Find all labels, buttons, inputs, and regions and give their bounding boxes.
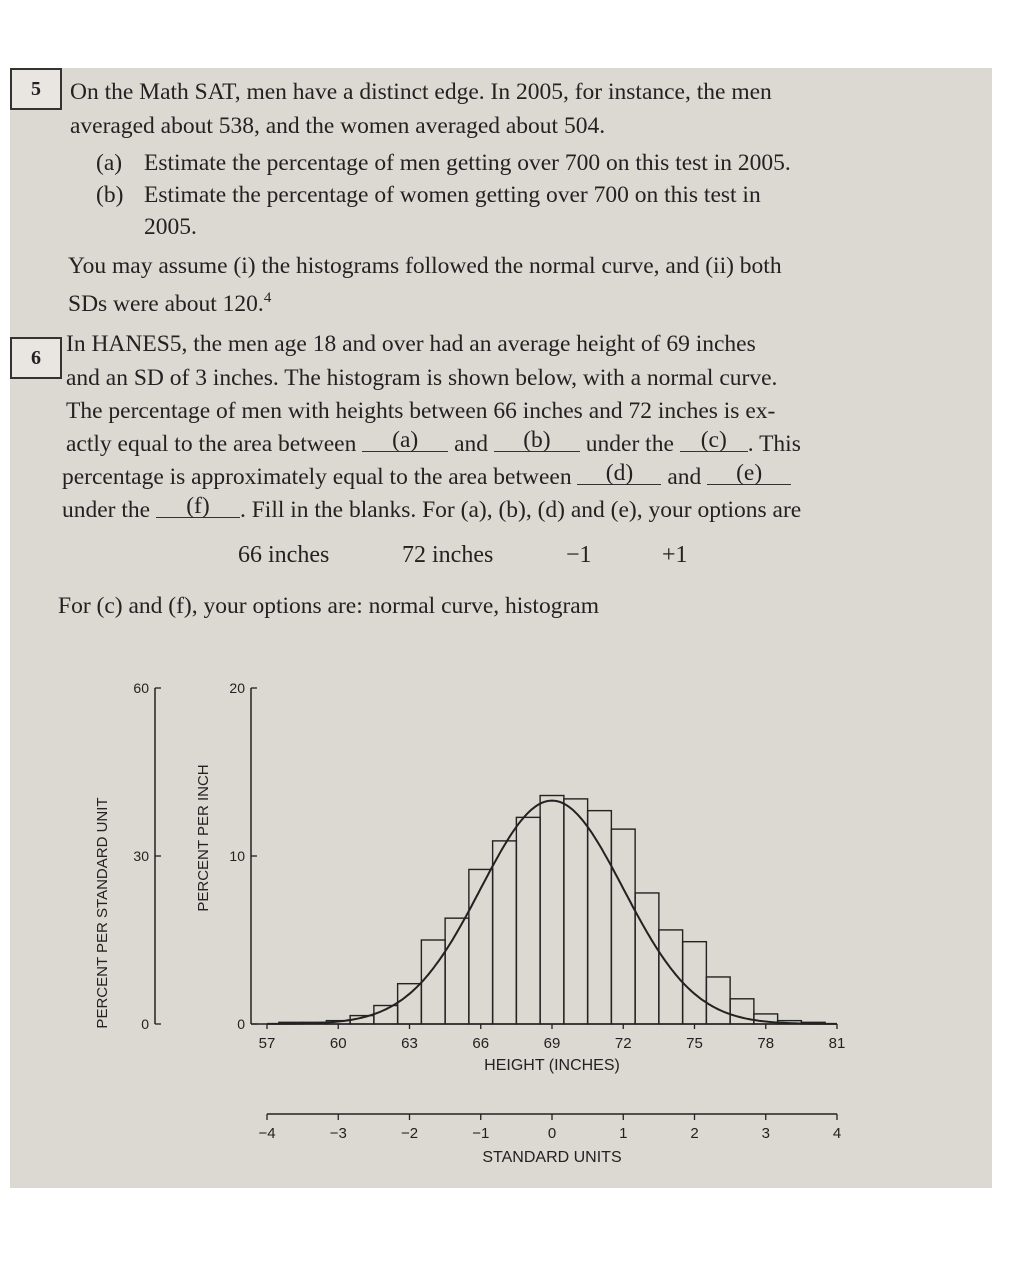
y-tick-label-su: 0	[141, 1016, 149, 1032]
option-minus-1: −1	[566, 542, 592, 568]
p6-line5	[62, 461, 791, 494]
su-tick-label: −3	[329, 1125, 347, 1142]
problem-number-6: 6	[10, 337, 62, 379]
histogram-bar	[611, 829, 635, 1024]
su-tick-label: −1	[472, 1125, 490, 1142]
histogram-bar	[683, 942, 707, 1024]
p6-l6-b: . Fill in the blanks. For (a), (b), (d) and (e), your options are	[239, 497, 802, 523]
su-tick-label: −2	[400, 1125, 419, 1142]
histogram-bar	[493, 841, 517, 1024]
su-tick-label: 2	[690, 1125, 699, 1142]
su-axis-label: STANDARD UNITS	[482, 1149, 622, 1166]
histogram-bar	[564, 799, 588, 1024]
su-tick-label: −4	[258, 1125, 276, 1142]
x-tick-label: 81	[828, 1035, 846, 1052]
blank-d[interactable]: (d)	[577, 462, 661, 485]
p6-l4-a: actly equal to the area between	[66, 431, 357, 457]
histogram-bar	[635, 893, 659, 1024]
su-tick-label: 4	[832, 1125, 842, 1142]
y-tick-label-inch: 10	[229, 848, 245, 864]
p6-l4-b: and	[454, 431, 489, 457]
option-plus-1: +1	[662, 542, 688, 568]
option-72: 72 inches	[402, 542, 494, 568]
problem-number-5: 5	[10, 68, 62, 110]
p5-part-b-text-2: 2005.	[144, 214, 197, 240]
y-tick-label-su: 30	[133, 848, 149, 864]
p5-assume-2-text: SDs were about 120.	[68, 290, 264, 317]
cf-options: For (c) and (f), your options are: normal curve, histogram	[58, 593, 599, 619]
y-axis-label-su: PERCENT PER STANDARD UNIT	[94, 797, 111, 1029]
p6-l5-b: and	[667, 464, 702, 490]
p6-l5-a: percentage is approximately equal to the area between	[62, 464, 572, 490]
p6-l6-a: under the	[62, 497, 151, 523]
normal-curve	[267, 801, 837, 1024]
histogram-bar	[421, 940, 445, 1024]
p5-line2: averaged about 538, and the women averaged about 504.	[70, 113, 606, 139]
x-axis-label: HEIGHT (INCHES)	[484, 1057, 620, 1074]
su-tick-label: 1	[619, 1125, 628, 1142]
su-tick-label: 3	[761, 1125, 770, 1142]
footnote-marker: 4	[263, 290, 272, 306]
y-tick-label-inch: 20	[229, 680, 245, 696]
histogram-bar	[516, 817, 540, 1024]
p6-line1: In HANES5, the men age 18 and over had an average height of 69 inches	[66, 331, 756, 357]
x-tick-label: 69	[543, 1035, 561, 1052]
p6-l4-c: under the	[585, 431, 674, 457]
histogram-bar	[398, 984, 422, 1024]
p5-assume-2	[68, 282, 271, 321]
p5-assume-1: You may assume (i) the histograms followed the normal curve, and (ii) both	[68, 253, 782, 279]
blank-c[interactable]: (c)	[680, 429, 748, 452]
y-axis-label-inch: PERCENT PER INCH	[195, 764, 212, 912]
x-tick-label: 66	[472, 1035, 490, 1052]
histogram-bar	[706, 977, 730, 1024]
histogram-bar	[588, 811, 612, 1024]
p5-part-b-text-1: Estimate the percentage of women getting over 700 on this test in	[144, 182, 761, 208]
p5-part-a-label: (a)	[96, 150, 123, 176]
height-histogram-chart	[10, 668, 992, 1188]
p5-line1: On the Math SAT, men have a distinct edge. In 2005, for instance, the men	[70, 79, 772, 105]
histogram-bar	[540, 796, 564, 1024]
p6-line3: The percentage of men with heights between 66 inches and 72 inches is ex-	[66, 398, 776, 424]
p5-part-a-text: Estimate the percentage of men getting over 700 on this test in 2005.	[144, 150, 791, 176]
su-tick-label: 0	[547, 1125, 557, 1142]
y-tick-label-inch: 0	[237, 1016, 245, 1032]
histogram-bar	[469, 869, 493, 1024]
blank-b[interactable]: (b)	[494, 429, 580, 452]
x-tick-label: 72	[614, 1035, 632, 1052]
y-tick-label-su: 60	[133, 680, 149, 696]
p6-line2: and an SD of 3 inches. The histogram is shown below, with a normal curve.	[66, 365, 778, 391]
x-tick-label: 63	[401, 1035, 418, 1052]
blank-a[interactable]: (a)	[362, 429, 448, 452]
x-tick-label: 60	[329, 1035, 347, 1052]
blank-e[interactable]: (e)	[707, 462, 791, 485]
p5-part-b-label: (b)	[96, 182, 124, 208]
blank-f[interactable]: (f)	[156, 495, 240, 518]
p6-l4-d: . This	[747, 431, 801, 457]
option-66: 66 inches	[238, 542, 330, 568]
textbook-page	[10, 68, 992, 1188]
p6-line6	[62, 494, 801, 527]
x-tick-label: 57	[258, 1035, 276, 1052]
x-tick-label: 75	[686, 1035, 703, 1052]
x-tick-label: 78	[757, 1035, 775, 1052]
p6-line4	[66, 428, 801, 461]
